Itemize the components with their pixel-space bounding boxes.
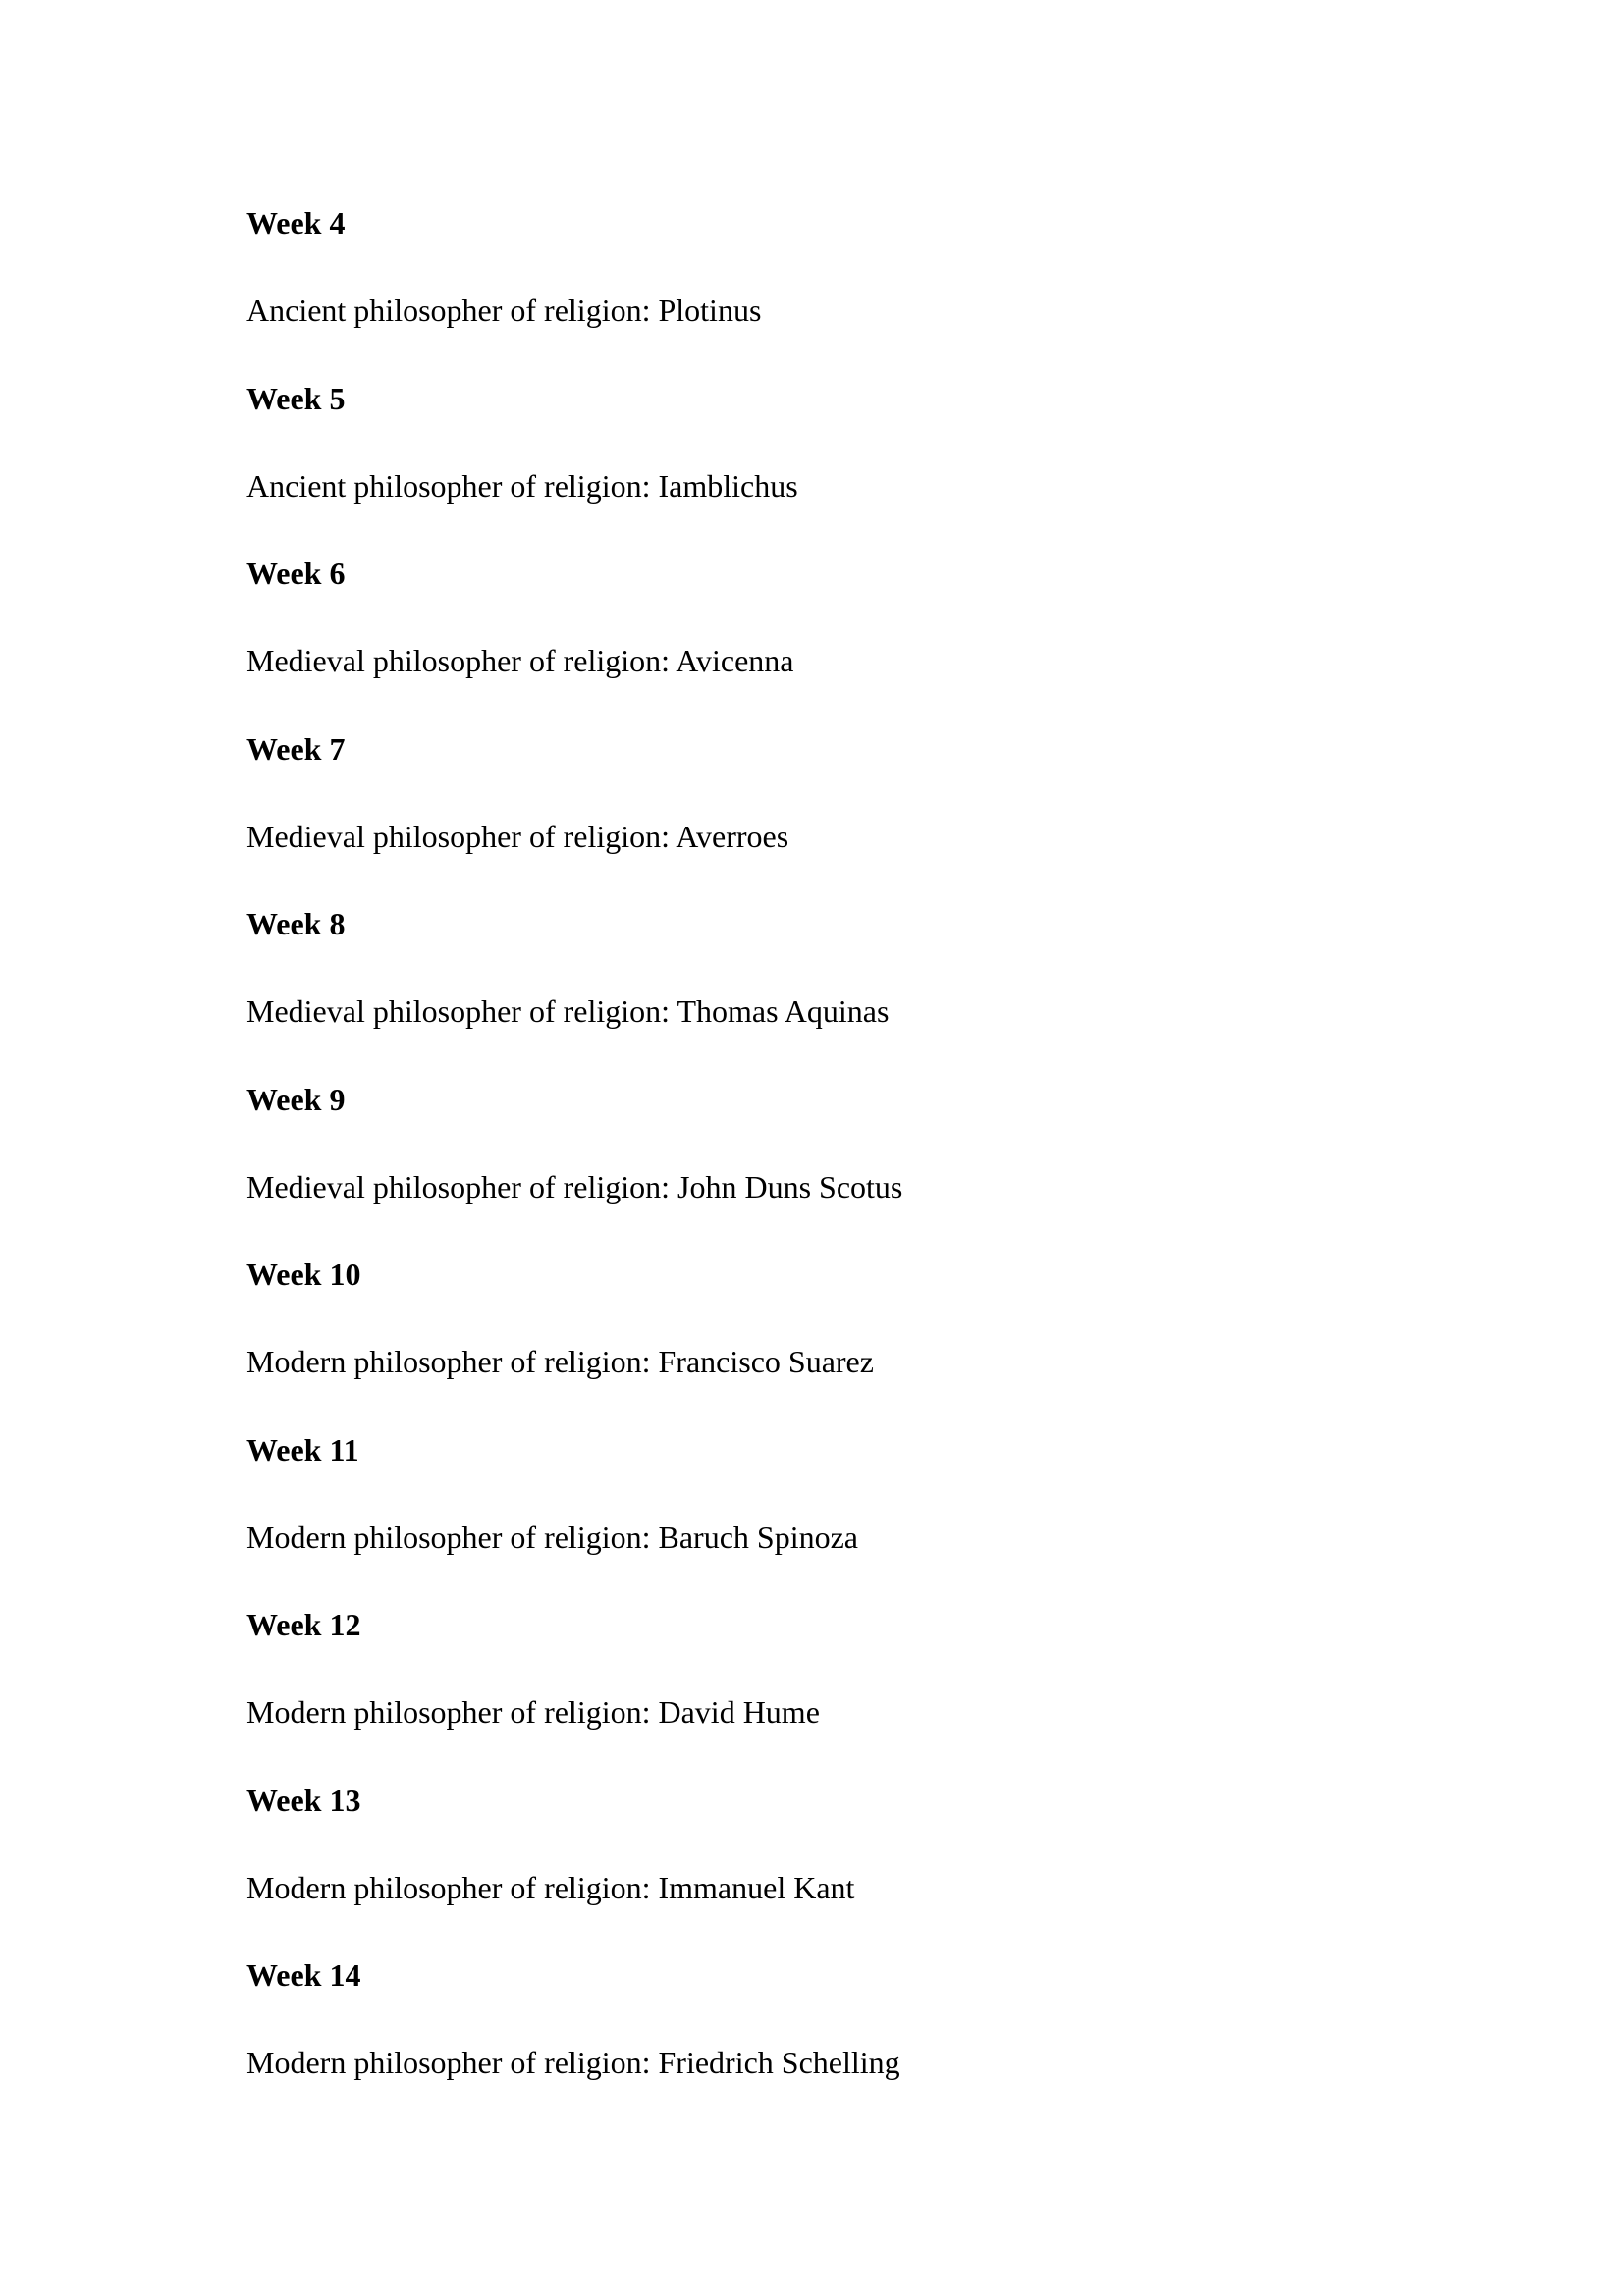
week-topic: Modern philosopher of religion: Friedrich Schelling	[246, 2045, 900, 2080]
week-entry	[246, 547, 1425, 722]
week-entry	[246, 1073, 1425, 1249]
week-entry	[246, 196, 1425, 372]
week-topic: Modern philosopher of religion: Immanuel Kant	[246, 1869, 855, 1905]
week-heading: Week 9	[246, 1081, 346, 1117]
week-heading: Week 14	[246, 1957, 361, 1993]
week-topic: Medieval philosopher of religion: Averroes	[246, 818, 789, 854]
week-heading: Week 8	[246, 906, 346, 941]
week-heading: Week 11	[246, 1431, 359, 1468]
week-entry	[246, 1598, 1425, 1774]
week-topic: Ancient philosopher of religion: Iamblichus	[246, 467, 798, 504]
week-entry	[246, 722, 1425, 898]
week-heading: Week 10	[246, 1256, 361, 1292]
week-heading: Week 5	[246, 380, 346, 416]
week-heading: Week 13	[246, 1782, 361, 1818]
week-topic: Modern philosopher of religion: Francisco Suarez	[246, 1344, 874, 1379]
week-entry	[246, 1248, 1425, 1423]
week-topic: Modern philosopher of religion: David Hume	[246, 1694, 820, 1730]
week-topic: Modern philosopher of religion: Baruch Spinoza	[246, 1519, 858, 1555]
week-topic: Medieval philosopher of religion: John Duns Scotus	[246, 1168, 903, 1204]
week-heading: Week 4	[246, 205, 346, 240]
week-topic: Ancient philosopher of religion: Plotinus	[246, 293, 762, 328]
week-topic: Medieval philosopher of religion: Thomas Aquinas	[246, 993, 890, 1029]
week-entry	[246, 897, 1425, 1073]
week-heading: Week 7	[246, 730, 346, 767]
week-entry	[246, 1423, 1425, 1599]
week-heading: Week 6	[246, 556, 346, 591]
week-entry	[246, 372, 1425, 548]
week-entry	[246, 1774, 1425, 1949]
week-topic: Medieval philosopher of religion: Avicenna	[246, 643, 794, 678]
week-heading: Week 12	[246, 1607, 361, 1642]
week-entry	[246, 1949, 1425, 2124]
course-schedule	[246, 196, 1425, 2124]
